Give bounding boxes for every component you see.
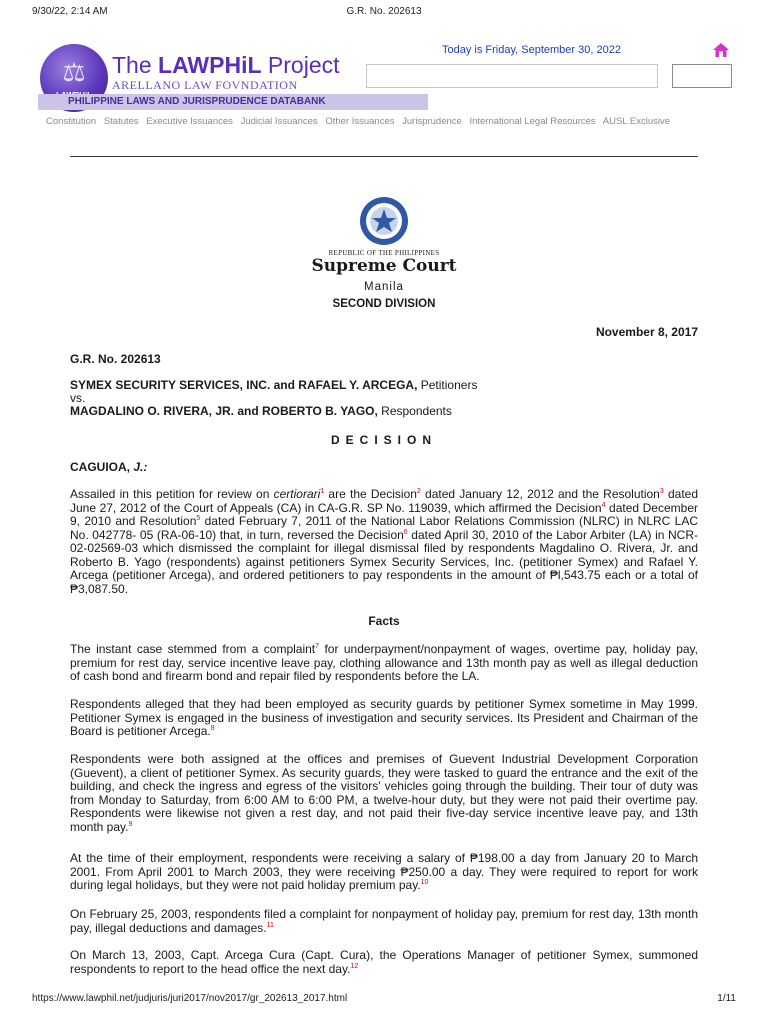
footnote-ref[interactable]: 7 [315,643,320,650]
print-datetime: 9/30/22, 2:14 AM [32,6,108,17]
court-division: SECOND DIVISION [332,298,436,310]
respondents-role: Respondents [377,404,452,418]
brand-prefix: The [112,52,159,78]
text-run: On February 25, 2003, respondents filed a complaint for nonpayment of holiday pay, premium for rest day, 13th month pay, illegal deductions and damages. [70,907,698,935]
text-run: are the Decision [324,487,417,501]
scales-of-justice-icon: ⚖ [62,57,86,87]
ponente-title: J.: [130,460,148,474]
case-parties [70,379,477,418]
text-run: Respondents were both assigned at the offices and premises of Guevent Industrial Development Corporation (Guevent), a client of petitioner Symex. As security guards, they were tasked to guard the entrance and the exit of the building, and check the ingress and egress of the visitors' vehicles going through the building. Their tour of duty was from Monday to Saturday, from 6:00 AM to 6:00 PM, a twelve-hour duty, but they were not paid their overtime pay. Respondents were likewise not given a rest day, and not paid their five-day service incentive leave pay, and 13th month pay. [70,752,698,834]
site-band [38,94,428,110]
petitioners-role: Petitioners [417,378,478,392]
nav-judicial-issuances[interactable]: Judicial Issuances [240,116,318,127]
text-run: At the time of their employment, respondents were receiving a salary of ₱198.00 a day from January 20 to March 2001. From April 2001 to March 2003, they were receiving ₱250.00 a day. They were required to report for work during legal holidays, but they were not paid holiday premium pay. [70,851,698,892]
paragraph-3 [70,698,698,739]
nav-executive-issuances[interactable]: Executive Issuances [146,116,233,127]
nav-statutes[interactable]: Statutes [103,116,139,127]
ponente-name: CAGUIOA, [70,460,130,474]
footnote-ref[interactable]: 4 [601,501,606,509]
print-url[interactable]: https://www.lawphil.net/judjuris/juri2017/nov2017/gr_202613_2017.html [32,993,348,1004]
today-date: Today is Friday, September 30, 2022 [442,44,621,56]
court-name: Supreme Court [311,256,457,276]
nav-international-legal-resources[interactable]: International Legal Resources [469,116,596,127]
footnote-ref[interactable]: 5 [196,515,201,522]
versus-label: vs. [70,391,86,405]
footnote-ref[interactable]: 11 [266,921,274,929]
footnote-ref[interactable]: 10 [420,879,429,886]
brand-name: LAWPHiL [158,52,262,78]
petitioners-names: SYMEX SECURITY SERVICES, INC. and RAFAEL Y. ARCEGA, [70,378,418,392]
text-run: dated June 27, 2012 of the Court of Appeals (CA) in CA-G.R. SP No. 119039, which affirmed the Decision [70,487,699,515]
text-run: dated April 30, 2010 of the Labor Arbiter (LA) in NCR-02-02569-03 which dismissed the complaint for illegal dismissal filed by respondents Magdalino O. Rivera, Jr. and Roberto B. Yago (respondents) against petitioners Symex Security Services, Inc. (petitioner Symex) and Rafael Y. Arcega (petitioner Arcega), and ordered petitioners to pay respondents in the amount of ₱l,543.75 each or a total of ₱3,087.50. [70,527,698,596]
footnote-ref[interactable]: 3 [659,488,664,495]
nav-other-issuances[interactable]: Other Issuances [325,116,395,127]
print-page-number: 1/11 [717,993,736,1004]
paragraph-2 [70,643,698,684]
respondents-names: MAGDALINO O. RIVERA, JR. and ROBERTO B. YAGO, [70,404,378,418]
site-band-text: PHILIPPINE LAWS AND JURISPRUDENCE DATABANK [68,96,326,107]
text-run: dated February 7, 2011 of the National Labor Relations Commission (NLRC) in NLRC LAC No. 042778- 05 (RA-06-10) that, in turn, reversed the Decision [70,514,698,542]
decision-date: November 8, 2017 [595,325,698,339]
footnote-ref[interactable]: 9 [128,820,133,828]
republic-label: REPUBLIC OF THE PHILIPPINES [328,249,440,257]
text-run: for underpayment/nonpayment of wages, overtime pay, holiday pay, premium for rest day, service incentive leave pay, clothing allowance and 13th month pay as well as illegal deduction of cash bond and firearm bond and repair filed by respondents before the LA. [70,642,698,683]
footnote-ref[interactable]: 12 [350,962,359,970]
footnote-ref[interactable]: 8 [210,725,215,732]
footnote-ref[interactable]: 1 [320,488,325,495]
footnote-ref[interactable]: 2 [416,488,421,495]
nav-jurisprudence[interactable]: Jurisprudence [402,116,462,127]
nav-constitution[interactable]: Constitution [46,116,97,127]
search-input[interactable] [366,64,658,88]
print-footer [32,993,736,1007]
text-run: Respondents alleged that they had been employed as security guards by petitioner Symex sometime in May 1999. Petitioner Symex is engaged in the business of investigation and security services. Its President and Chairman of the Board is petitioner Arcega. [70,697,698,738]
paragraph-7 [70,949,698,976]
print-title: G.R. No. 202613 [346,6,422,17]
home-icon[interactable] [712,42,730,58]
print-header [32,6,736,20]
text-run: dated December 9, 2010 and Resolution [70,500,698,528]
supreme-court-seal-icon [359,196,409,246]
paragraph-4 [70,753,698,834]
nav-ausl-exclusive[interactable]: AUSL Exclusive [602,116,671,127]
header-divider [70,156,698,157]
text-run: Assailed in this petition for review on [70,487,274,501]
paragraph-5 [70,852,698,893]
court-city: Manila [364,281,404,293]
text-run: The instant case stemmed from a complaint [70,642,316,656]
footnote-ref[interactable]: 6 [403,528,408,536]
brand-suffix: Project [261,52,340,78]
facts-heading: Facts [368,614,400,628]
site-subtitle: ARELLANO LAW FOVNDATION [112,78,298,92]
case-number: G.R. No. 202613 [70,352,161,366]
text-run: certiorari [273,487,321,501]
text-run: dated January 12, 2012 and the Resolution [420,487,660,501]
site-title[interactable] [112,52,340,79]
ponente [70,460,147,474]
main-nav [46,116,675,127]
paragraph-6 [70,908,698,935]
paragraph-1 [70,488,698,596]
decision-heading: DECISION [330,433,437,447]
search-button[interactable] [672,64,732,88]
text-run: On March 13, 2003, Capt. Arcega Cura (Capt. Cura), the Operations Manager of petitioner Symex, summoned respondents to report to the head office the next day. [70,948,698,976]
